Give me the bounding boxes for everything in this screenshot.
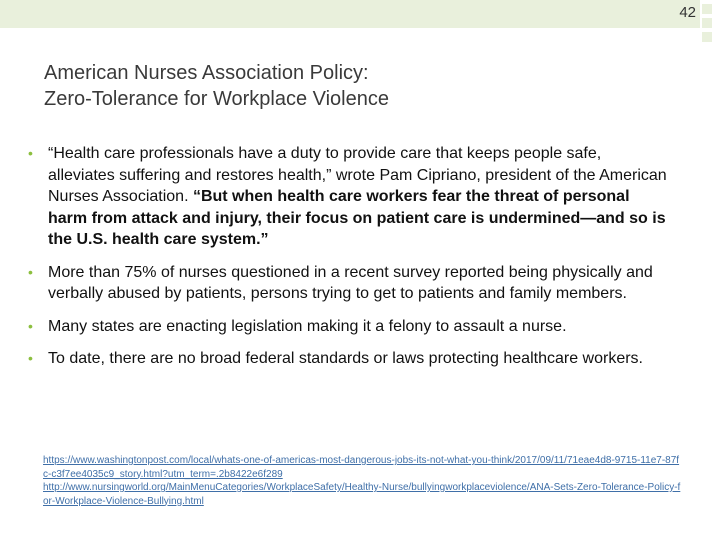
slide-title-line1: American Nurses Association Policy: <box>44 62 369 84</box>
bullet-legislation-text: Many states are enacting legislation making it a felony to assault a nurse. <box>48 317 567 335</box>
header-bar <box>0 0 700 28</box>
references <box>43 454 683 508</box>
side-decoration <box>702 4 716 46</box>
bullet-item-federal <box>28 348 668 370</box>
reference-link-washingtonpost[interactable]: https://www.washingtonpost.com/local/whats-one-of-americas-most-dangerous-jobs-its-not-what-you-think/2017/09/11/71eae4d8-9715-11e7-87fc-c3f7ee4035c9_story.html?utm_term=.2b8422e6f289 <box>43 455 680 480</box>
bullet-item-survey <box>28 262 668 305</box>
reference-link-nursingworld[interactable]: http://www.nursingworld.org/MainMenuCategories/WorkplaceSafety/Healthy-Nurse/bullyingworkplaceviolence/ANA-Sets-Zero-Tolerance-Policy-for-Workplace-Violence-Bullying.html <box>43 482 681 507</box>
bullet-quote-bold-text: “But when health care workers fear the threat of personal harm from attack and injury, their focus on patient care is undermined—and so is the U.S. health care system.” <box>48 188 666 248</box>
slide-title <box>44 60 684 112</box>
bullet-federal-text: To date, there are no broad federal standards or laws protecting healthcare workers. <box>48 350 643 367</box>
decor-square <box>702 32 712 42</box>
decor-square <box>702 18 712 28</box>
bullet-quote-text: “Health care professionals have a duty to provide care that keeps people safe, alleviates suffering and restores health,” wrote Pam Cipriano, president of the American Nurses Association. <box>48 145 667 205</box>
bullet-list <box>28 143 668 370</box>
page-number: 42 <box>679 4 696 21</box>
bullet-icon: • <box>28 145 33 161</box>
bullet-icon: • <box>28 350 33 366</box>
bullet-item-legislation <box>28 316 668 338</box>
decor-square <box>702 4 712 14</box>
bullet-icon: • <box>28 263 33 280</box>
slide-title-line2: Zero-Tolerance for Workplace Violence <box>44 88 389 110</box>
bullet-item-quote <box>28 143 668 251</box>
bullet-icon: • <box>28 317 33 334</box>
bullet-survey-text: More than 75% of nurses questioned in a recent survey reported being physically and verbally abused by patients, persons trying to get to patients and family members. <box>48 263 653 302</box>
